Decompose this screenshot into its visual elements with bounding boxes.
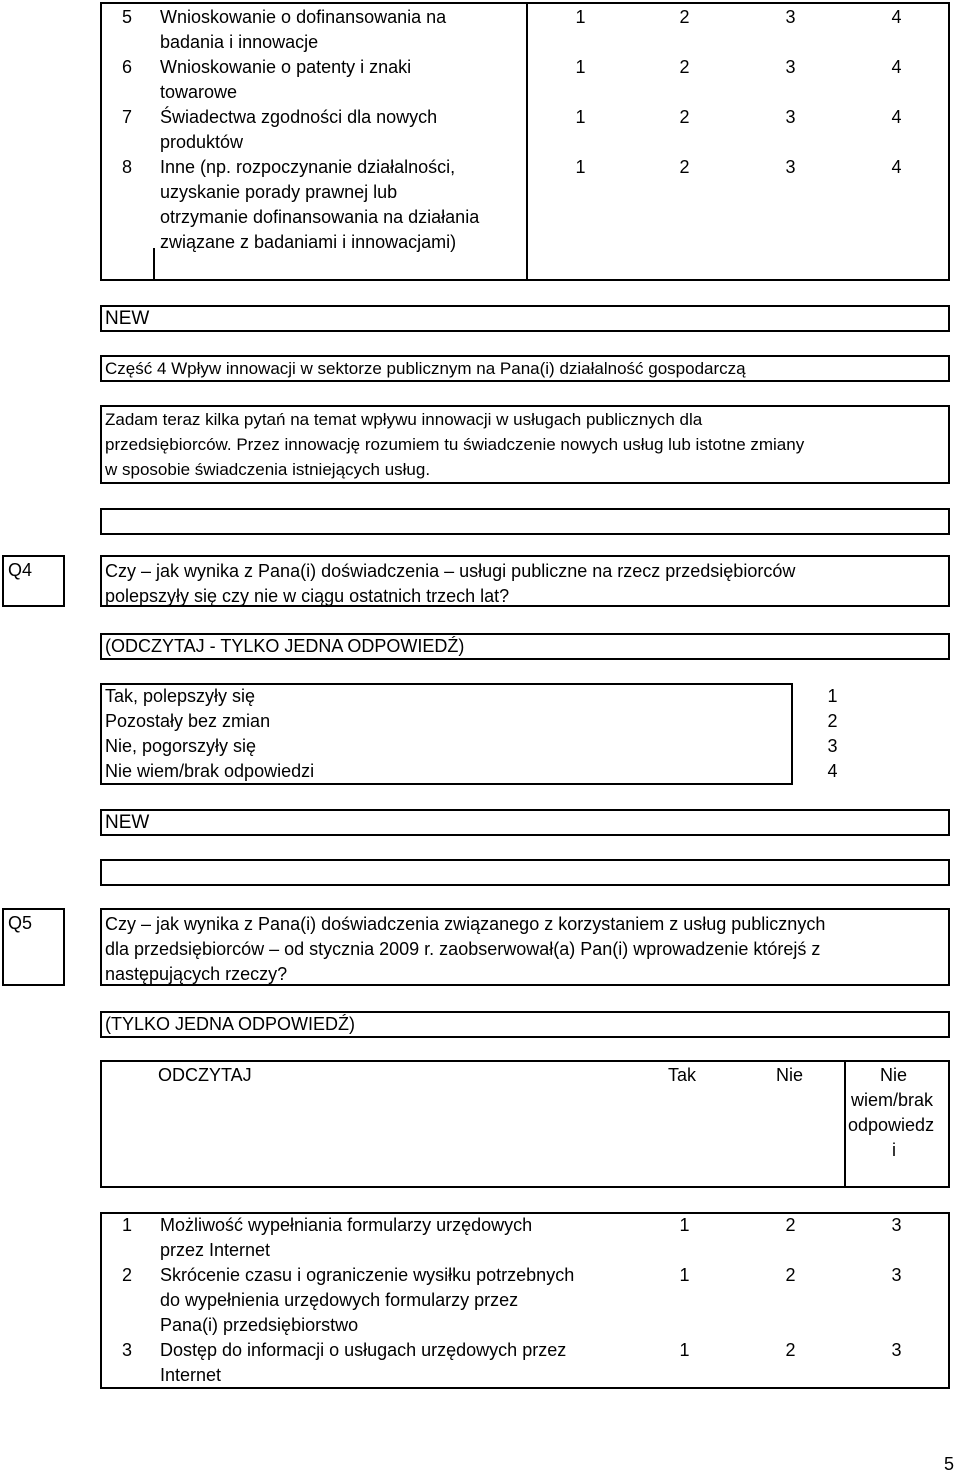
top-row-number: 8: [122, 157, 133, 177]
intro-line: Zadam teraz kilka pytań na temat wpływu innowacji w usługach publicznych dla: [105, 410, 703, 429]
q5-row-number: 1: [122, 1215, 133, 1235]
q4-option-code: 1: [827, 686, 838, 706]
q5-instruction: (TYLKO JEDNA ODPOWIEDŹ): [105, 1014, 356, 1034]
top-row-text: Wnioskowanie o patenty i znaki: [160, 57, 412, 77]
top-row-number: 7: [122, 107, 133, 127]
q4-option-label: Tak, polepszyły się: [105, 686, 256, 706]
top-row-code: 4: [891, 57, 902, 77]
q5-row-text: Pana(i) przedsiębiorstwo: [160, 1315, 359, 1335]
top-row-code: 4: [891, 107, 902, 127]
q4-option-code: 2: [827, 711, 838, 731]
top-row-code: 2: [679, 107, 690, 127]
q5-row-code: 2: [785, 1340, 796, 1360]
top-row-code: 3: [785, 7, 796, 27]
top-row-text: Inne (np. rozpoczynanie działalności,: [160, 157, 456, 177]
section-title: Część 4 Wpływ innowacji w sektorze publicznym na Pana(i) działalność gospodarczą: [105, 359, 746, 378]
top-row-number: 6: [122, 57, 133, 77]
q5-row-text: do wypełnienia urzędowych formularzy przez: [160, 1290, 519, 1310]
top-row-code: 1: [575, 7, 586, 27]
q5-row-number: 3: [122, 1340, 133, 1360]
q4-option-label: Nie, pogorszyły się: [105, 736, 257, 756]
q5-header-read: ODCZYTAJ: [158, 1065, 252, 1085]
q5-question-line: dla przedsiębiorców – od stycznia 2009 r. zaobserwował(a) Pan(i) wprowadzenie którejś z: [105, 939, 821, 959]
q5-row-number: 2: [122, 1265, 133, 1285]
top-row-number: 5: [122, 7, 133, 27]
q5-header-yes: Tak: [668, 1065, 697, 1085]
q5-question-line: Czy – jak wynika z Pana(i) doświadczenia związanego z korzystaniem z usług publicznych: [105, 914, 826, 934]
top-row-code: 1: [575, 157, 586, 177]
q5-row-text: Dostęp do informacji o usługach urzędowych przez: [160, 1340, 567, 1360]
top-row-code: 3: [785, 157, 796, 177]
empty-box: [100, 508, 950, 535]
q5-row-code: 2: [785, 1265, 796, 1285]
q4-option-label: Pozostały bez zmian: [105, 711, 271, 731]
top-row-text: towarowe: [160, 82, 238, 102]
q4-option-code: 3: [827, 736, 838, 756]
q4-question-line: Czy – jak wynika z Pana(i) doświadczenia – usługi publiczne na rzecz przedsiębiorców: [105, 561, 796, 581]
top-row-code: 3: [785, 107, 796, 127]
top-row-code: 2: [679, 7, 690, 27]
top-row-code: 2: [679, 157, 690, 177]
q5-row-text: Internet: [160, 1365, 222, 1385]
q4-option-code: 4: [827, 761, 838, 781]
q5-header-dk: Nie: [880, 1065, 908, 1085]
q5-question-line: następujących rzeczy?: [105, 964, 288, 984]
q5-header-divider: [844, 1060, 846, 1188]
top-row-text: związane z badaniami i innowacjami): [160, 232, 457, 252]
intro-line: w sposobie świadczenia istniejących usług.: [105, 460, 431, 479]
q4-id: Q4: [8, 560, 33, 580]
top-row-code: 1: [575, 107, 586, 127]
top-row-code: 3: [785, 57, 796, 77]
q5-row-text: Skrócenie czasu i ograniczenie wysiłku potrzebnych: [160, 1265, 575, 1285]
q5-header-no: Nie: [776, 1065, 804, 1085]
empty-box: [100, 859, 950, 886]
q4-question-line: polepszyły się czy nie w ciągu ostatnich trzech lat?: [105, 586, 510, 606]
q5-header-dk: wiem/brak: [851, 1090, 934, 1110]
top-row-code: 2: [679, 57, 690, 77]
top-row-text: otrzymanie dofinansowania na działania: [160, 207, 480, 227]
top-row-text: Świadectwa zgodności dla nowych: [160, 107, 438, 127]
top-table-divider: [526, 2, 528, 281]
q5-header-dk: i: [892, 1140, 896, 1160]
top-row-code: 4: [891, 7, 902, 27]
q5-row-code: 3: [891, 1265, 902, 1285]
q5-row-code: 3: [891, 1340, 902, 1360]
q4-instruction: (ODCZYTAJ - TYLKO JEDNA ODPOWIEDŹ): [105, 636, 465, 656]
q5-id: Q5: [8, 913, 33, 933]
q5-header-dk: odpowiedz: [848, 1115, 935, 1135]
q5-row-code: 2: [785, 1215, 796, 1235]
page-number: 5: [944, 1454, 955, 1474]
intro-line: przedsiębiorców. Przez innowację rozumiem tu świadczenie nowych usług lub istotne zmiany: [105, 435, 805, 454]
new-label: NEW: [105, 308, 150, 329]
new-label: NEW: [105, 812, 150, 833]
q5-row-code: 3: [891, 1215, 902, 1235]
top-row-text: badania i innowacje: [160, 32, 319, 52]
q5-row-code: 1: [679, 1340, 690, 1360]
top-row-code: 1: [575, 57, 586, 77]
top-row-text: Wnioskowanie o dofinansowania na: [160, 7, 447, 27]
q5-row-text: Możliwość wypełniania formularzy urzędowych: [160, 1215, 533, 1235]
q5-row-code: 1: [679, 1265, 690, 1285]
q5-row-code: 1: [679, 1215, 690, 1235]
q5-row-text: przez Internet: [160, 1240, 271, 1260]
top-row-code: 4: [891, 157, 902, 177]
top-row-text: uzyskanie porady prawnej lub: [160, 182, 398, 202]
new-label-box: [100, 305, 950, 332]
top-table-divider-left: [153, 248, 155, 281]
q4-option-label: Nie wiem/brak odpowiedzi: [105, 761, 315, 781]
top-row-text: produktów: [160, 132, 244, 152]
new-label-box: [100, 809, 950, 836]
